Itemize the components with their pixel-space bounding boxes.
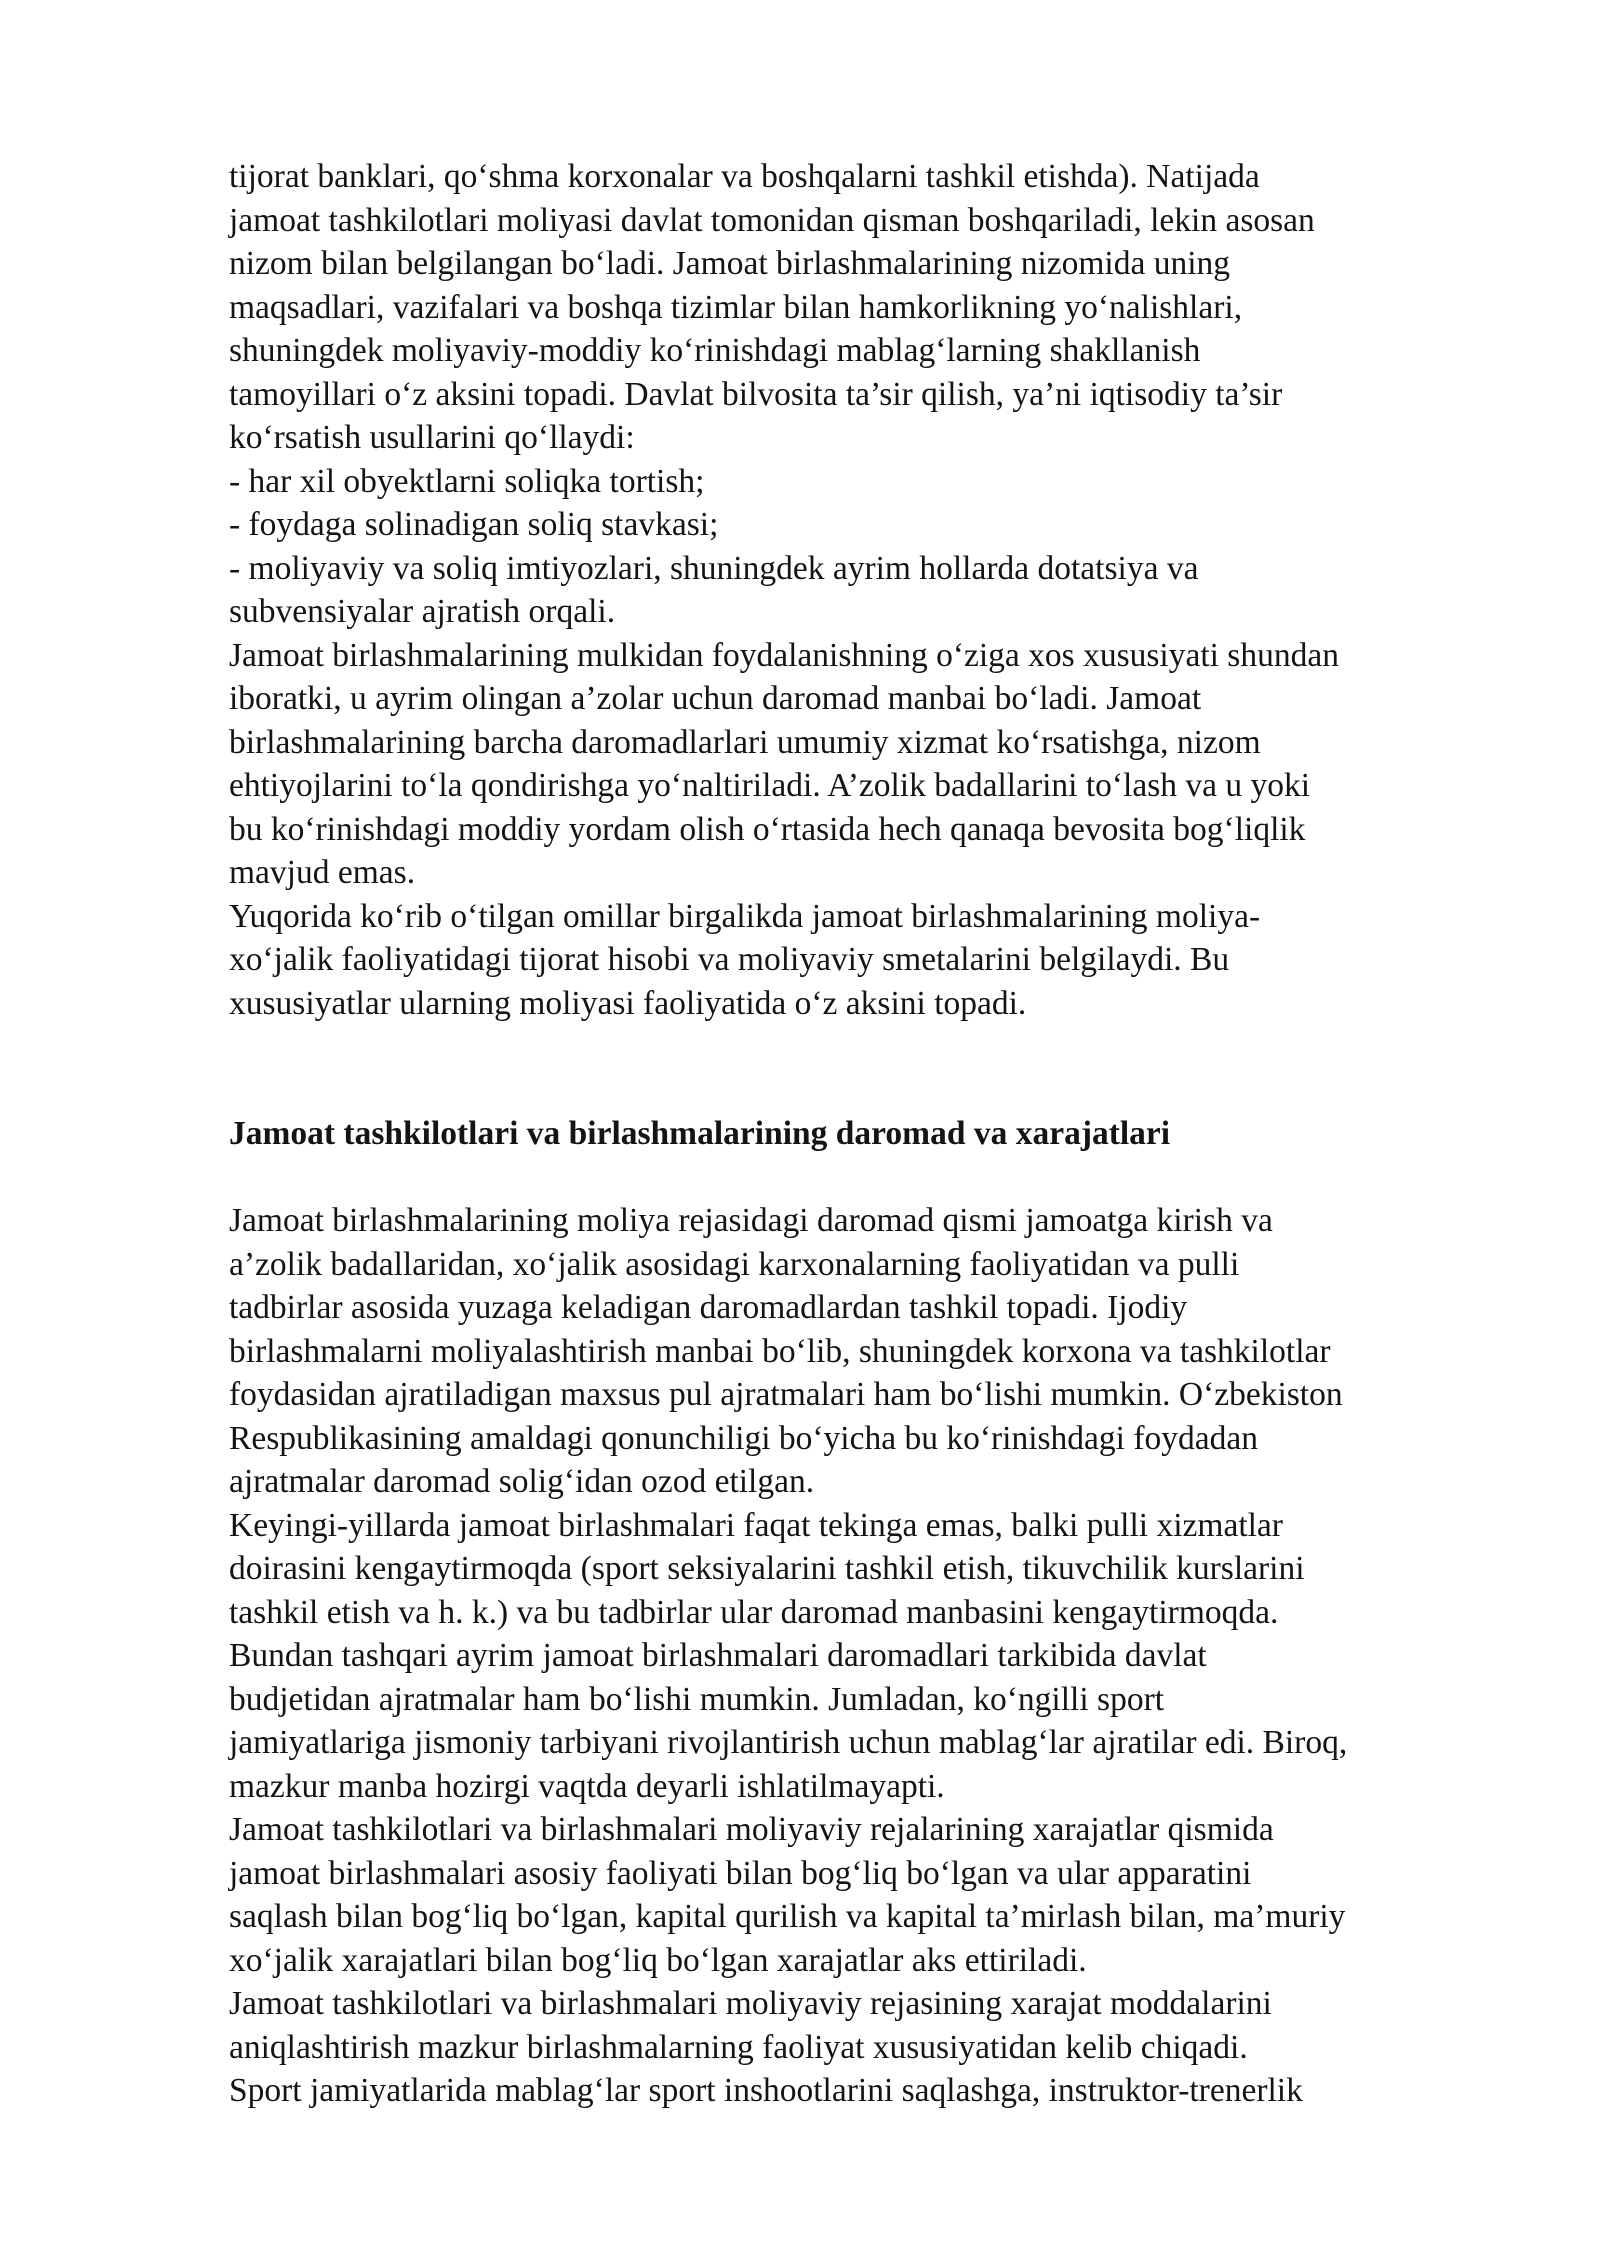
text-line: xususiyatlar ularning moliyasi faoliyatida o‘z aksini topadi. <box>229 984 1027 1022</box>
list-item: - har xil obyektlarni soliqka tortish; <box>229 462 705 500</box>
text-line: Bundan tashqari ayrim jamoat birlashmalari daromadlari tarkibida davlat <box>229 1637 1207 1674</box>
body-text-section-1 <box>229 155 1529 1025</box>
text-line: birlashmalarni moliyalashtirish manbai bo‘lib, shuningdek korxona va tashkilotlar <box>229 1332 1331 1370</box>
text-line: shuningdek moliyaviy-moddiy ko‘rinishdagi mablag‘larning shakllanish <box>229 332 1201 369</box>
text-line: iboratki, u ayrim olingan a’zolar uchun daromad manbai bo‘ladi. Jamoat <box>229 680 1202 717</box>
text-line: ehtiyojlarini to‘la qondirishga yo‘naltiriladi. A’zolik badallarini to‘lash va u yoki <box>229 767 1311 804</box>
text-line: Sport jamiyatlarida mablag‘lar sport inshootlarini saqlashga, instruktor-trenerlik <box>229 2072 1303 2109</box>
text-line: mavjud emas. <box>229 854 416 891</box>
text-line: aniqlashtirish mazkur birlashmalarning faoliyat xususiyatidan kelib chiqadi. <box>229 2028 1248 2066</box>
text-line: doirasini kengaytirmoqda (sport seksiyalarini tashkil etish, tikuvchilik kurslarini <box>229 1550 1305 1587</box>
list-item: - moliyaviy va soliq imtiyozlari, shuningdek ayrim hollarda dotatsiya va <box>229 549 1199 587</box>
text-line: jamoat tashkilotlari moliyasi davlat tomonidan qisman boshqariladi, lekin asosan <box>229 201 1315 239</box>
text-line: bu ko‘rinishdagi moddiy yordam olish o‘rtasida hech qanaqa bevosita bog‘liqlik <box>229 810 1306 848</box>
list-item: - foydaga solinadigan soliq stavkasi; <box>229 506 719 543</box>
text-line: ajratmalar daromad solig‘idan ozod etilgan. <box>229 1463 815 1500</box>
text-line: mazkur manba hozirgi vaqtda deyarli ishlatilmayapti. <box>229 1767 945 1805</box>
text-line: budjetidan ajratmalar ham bo‘lishi mumkin. Jumladan, ko‘ngilli sport <box>229 1680 1165 1718</box>
text-line: tadbirlar asosida yuzaga keladigan daromadlardan tashkil topadi. Ijodiy <box>229 1289 1188 1326</box>
text-line: xo‘jalik faoliyatidagi tijorat hisobi va moliyaviy smetalarini belgilaydi. Bu <box>229 941 1230 978</box>
text-line: Jamoat tashkilotlari va birlashmalari moliyaviy rejasining xarajat moddalarini <box>229 1985 1272 2022</box>
text-line: Jamoat birlashmalarining moliya rejasidagi daromad qismi jamoatga kirish va <box>229 1202 1273 1239</box>
text-line: birlashmalarining barcha daromadlarlari umumiy xizmat ko‘rsatishga, nizom <box>229 723 1261 761</box>
text-line: jamiyatlariga jismoniy tarbiyani rivojlantirish uchun mablag‘lar ajratilar edi. Biroq, <box>229 1724 1348 1761</box>
text-line: Keyingi-yillarda jamoat birlashmalari faqat tekinga emas, balki pulli xizmatlar <box>229 1506 1283 1544</box>
text-line: maqsadlari, vazifalari va boshqa tizimlar bilan hamkorlikning yo‘nalishlari, <box>229 288 1243 326</box>
text-line: nizom bilan belgilangan bo‘ladi. Jamoat birlashmalarining nizomida uning <box>229 245 1231 282</box>
text-line: tijorat banklari, qo‘shma korxonalar va boshqalarni tashkil etishda). Natijada <box>229 158 1260 195</box>
text-line: tamoyillari o‘z aksini topadi. Davlat bilvosita ta’sir qilish, ya’ni iqtisodiy ta’sir <box>229 375 1283 413</box>
body-text-section-2 <box>229 1199 1529 2113</box>
text-line: foydasidan ajratiladigan maxsus pul ajratmalari ham bo‘lishi mumkin. O‘zbekiston <box>229 1376 1343 1413</box>
text-line: ko‘rsatish usullarini qo‘llaydi: <box>229 419 635 456</box>
text-line: Yuqorida ko‘rib o‘tilgan omillar birgalikda jamoat birlashmalarining moliya- <box>229 897 1261 935</box>
document-page <box>229 155 1529 2113</box>
text-line: jamoat birlashmalari asosiy faoliyati bilan bog‘liq bo‘lgan va ular apparatini <box>229 1854 1252 1892</box>
text-line: saqlash bilan bog‘liq bo‘lgan, kapital qurilish va kapital ta’mirlash bilan, ma’muriy <box>229 1898 1346 1935</box>
text-line: xo‘jalik xarajatlari bilan bog‘liq bo‘lgan xarajatlar aks ettiriladi. <box>229 1941 1087 1979</box>
text-line: Respublikasining amaldagi qonunchiligi bo‘yicha bu ko‘rinishdagi foydadan <box>229 1419 1258 1457</box>
section-heading: Jamoat tashkilotlari va birlashmalarining daromad va xarajatlari <box>229 1115 1171 1152</box>
text-line: Jamoat birlashmalarining mulkidan foydalanishning o‘ziga xos xususiyati shundan <box>229 636 1339 674</box>
text-line: tashkil etish va h. k.) va bu tadbirlar ular daromad manbasini kengaytirmoqda. <box>229 1593 1279 1631</box>
text-line: a’zolik badallaridan, xo‘jalik asosidagi karxonalarning faoliyatidan va pulli <box>229 1245 1240 1283</box>
text-line: Jamoat tashkilotlari va birlashmalari moliyaviy rejalarining xarajatlar qismida <box>229 1811 1274 1848</box>
text-line: subvensiyalar ajratish orqali. <box>229 593 616 630</box>
